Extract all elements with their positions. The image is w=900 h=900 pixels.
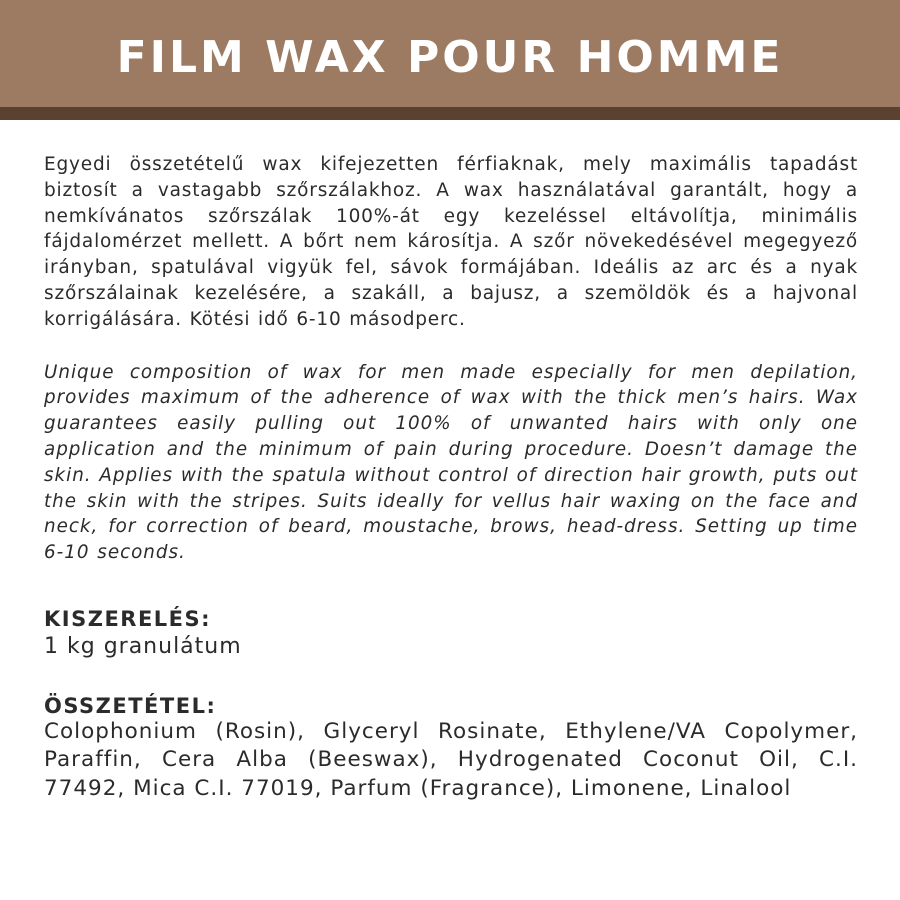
composition-heading: ÖSSZETÉTEL: <box>44 693 217 718</box>
description-english: Unique composition of wax for men made especially for men depilation, provides maximum of the adherence of wax with the thick men’s hairs. Wax guarantees easily pulling out 100% of unwanted hairs with only one application and the minimum of pain during procedure. Doesn’t damage the skin. Applies with the spatula without control of direction hair growth, puts out the skin with the stripes. Suits ideally for vellus hair waxing on the face and neck, for correction of beard, moustache, brows, head-dress. Setting up time 6-10 seconds. <box>44 361 858 564</box>
header-banner <box>0 0 900 107</box>
header-divider-stripe <box>0 107 900 120</box>
composition-section <box>44 694 858 804</box>
packaging-section <box>44 607 858 661</box>
packaging-heading: KISZERELÉS: <box>44 606 212 631</box>
description-hungarian: Egyedi összetételű wax kifejezetten férfiaknak, mely maximális tapadást biztosít a vastagabb szőrszálakhoz. A wax használatával garantált, hogy a nemkívánatos szőrszálak 100%-át egy kezeléssel eltávolítja, minimális fájdalomérzet mellett. A bőrt nem károsítja. A szőr növekedésével megegyező irányban, spatulával vigyük fel, sávok formájában. Ideális az arc és a nyak szőrszálainak kezelésére, a szakáll, a bajusz, a szemöldök és a hajvonal korrigálására. Kötési idő 6-10 másodperc. <box>44 154 858 330</box>
packaging-value: 1 kg granulátum <box>44 633 242 659</box>
page-title: FILM WAX POUR HOMME <box>116 32 784 83</box>
composition-value: Colophonium (Rosin), Glyceryl Rosinate, Ethylene/VA Copolymer, Paraffin, Cera Alba (Beeswax), Hydrogenated Coconut Oil, C.I. 77492, Mica C.I. 77019, Parfum (Fragrance), Limonene, Linalool <box>44 718 858 801</box>
product-description <box>44 152 858 803</box>
